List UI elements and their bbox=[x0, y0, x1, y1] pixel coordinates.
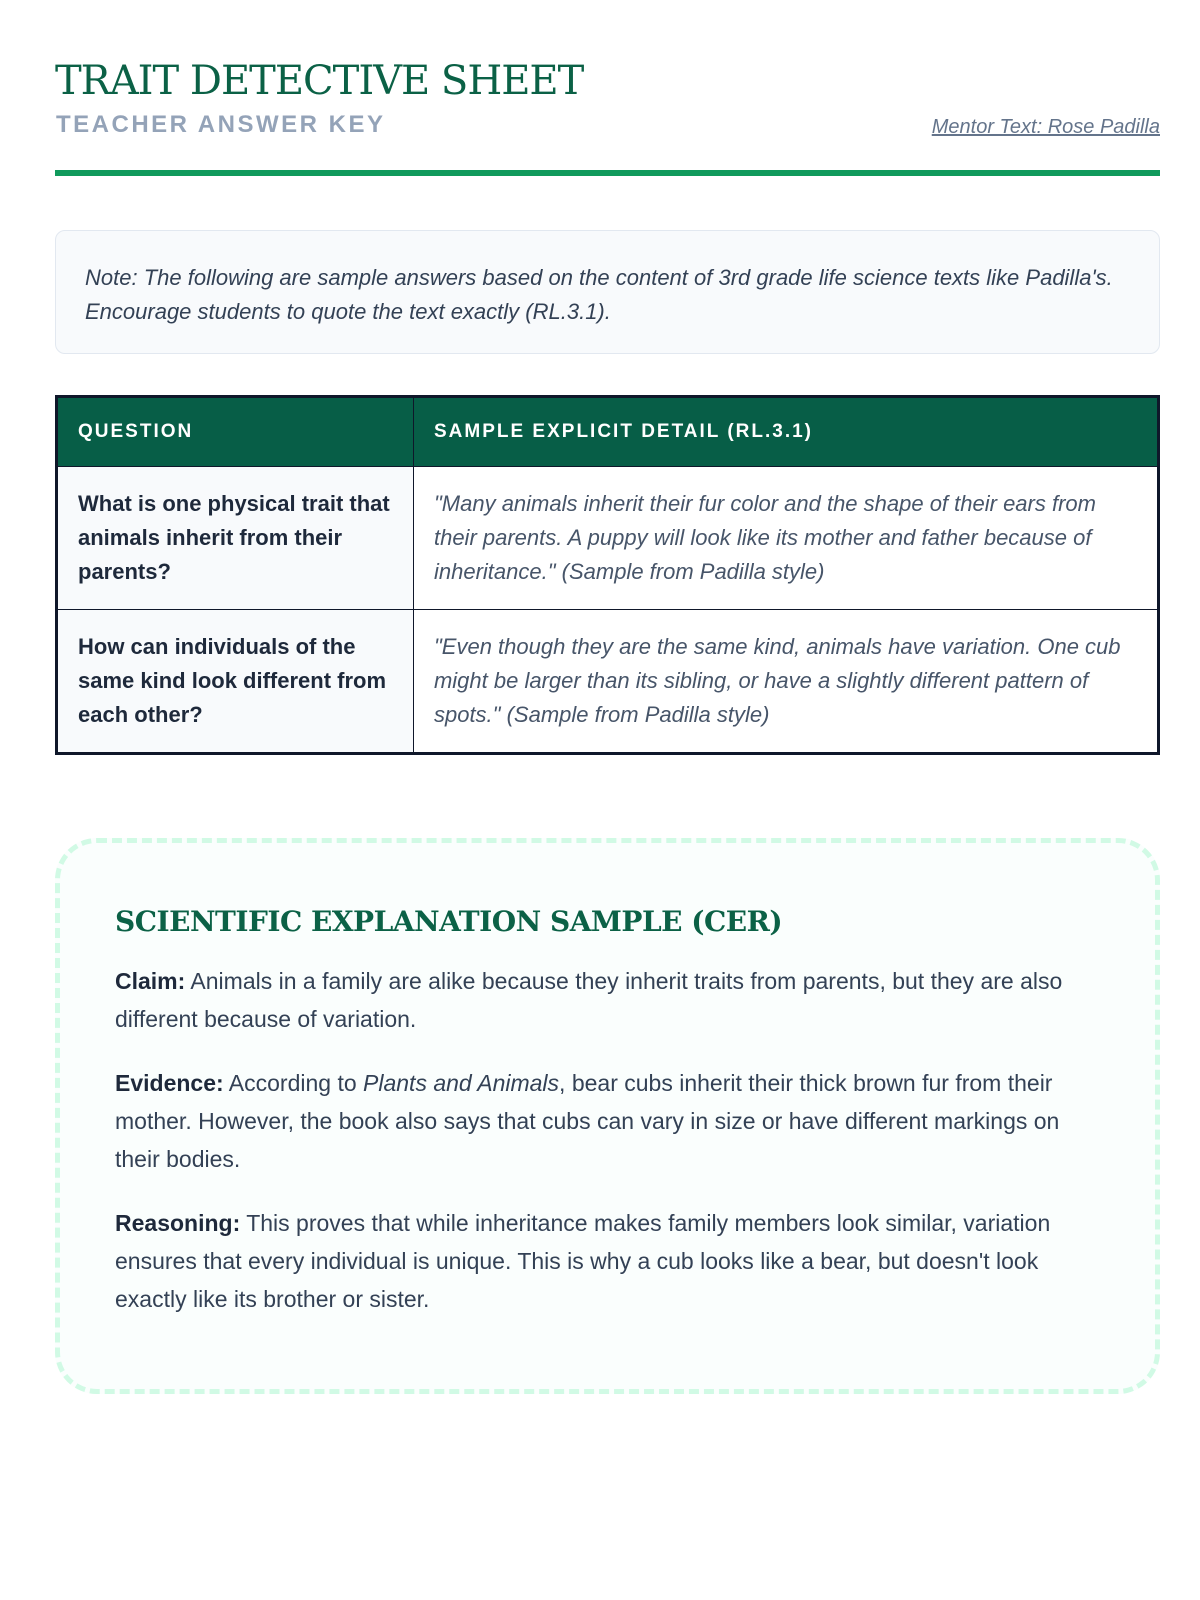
reasoning-label: Reasoning: bbox=[115, 1210, 241, 1236]
table-header-row bbox=[57, 397, 1159, 467]
claim-text: Animals in a family are alike because they inherit traits from parents, but they are also different because of variation. bbox=[115, 968, 1063, 1032]
answer-cell: "Even though they are the same kind, animals have variation. One cub might be larger than its sibling, or have a slightly different pattern of spots." (Sample from Padilla style) bbox=[413, 610, 1158, 754]
question-answer-table bbox=[55, 395, 1160, 755]
page-title: TRAIT DETECTIVE SHEET bbox=[55, 58, 584, 104]
reasoning-text: This proves that while inheritance makes family members look similar, variation ensures that every individual is unique. This is why a cub looks like a bear, but doesn't look exactly like its brother or sister. bbox=[115, 1210, 1051, 1312]
teacher-note: Note: The following are sample answers based on the content of 3rd grade life science texts like Padilla's. Encourage students to quote the text exactly (RL.3.1). bbox=[55, 230, 1160, 354]
book-title: Plants and Animals bbox=[363, 1070, 560, 1096]
cer-title: SCIENTIFIC EXPLANATION SAMPLE (CER) bbox=[115, 905, 783, 938]
claim-label: Claim: bbox=[115, 968, 186, 994]
claim-paragraph bbox=[115, 962, 1100, 1038]
answer-key-page bbox=[55, 0, 1160, 1312]
evidence-label: Evidence: bbox=[115, 1070, 224, 1096]
column-header-detail: SAMPLE EXPLICIT DETAIL (RL.3.1) bbox=[413, 397, 1158, 467]
mentor-text-link[interactable]: Mentor Text: Rose Padilla bbox=[931, 116, 1160, 138]
evidence-paragraph bbox=[115, 1064, 1100, 1178]
page-header bbox=[55, 0, 1160, 176]
evidence-text-post: , bear cubs inherit their thick brown fur from their mother. However, the book also says that cubs can vary in size or have different markings on their bodies. bbox=[115, 1070, 1060, 1172]
table-row bbox=[57, 467, 1159, 610]
question-cell: How can individuals of the same kind look different from each other? bbox=[57, 610, 414, 754]
evidence-text-pre: According to bbox=[223, 1070, 364, 1096]
reasoning-paragraph bbox=[115, 1204, 1100, 1318]
table-row bbox=[57, 610, 1159, 754]
column-header-question: QUESTION bbox=[57, 397, 414, 467]
question-cell: What is one physical trait that animals inherit from their parents? bbox=[57, 467, 414, 610]
answer-cell: "Many animals inherit their fur color and the shape of their ears from their parents. A puppy will look like its mother and father because of inheritance." (Sample from Padilla style) bbox=[413, 467, 1158, 610]
page-subtitle: TEACHER ANSWER KEY bbox=[56, 111, 386, 138]
cer-sample-box bbox=[55, 838, 1160, 1394]
